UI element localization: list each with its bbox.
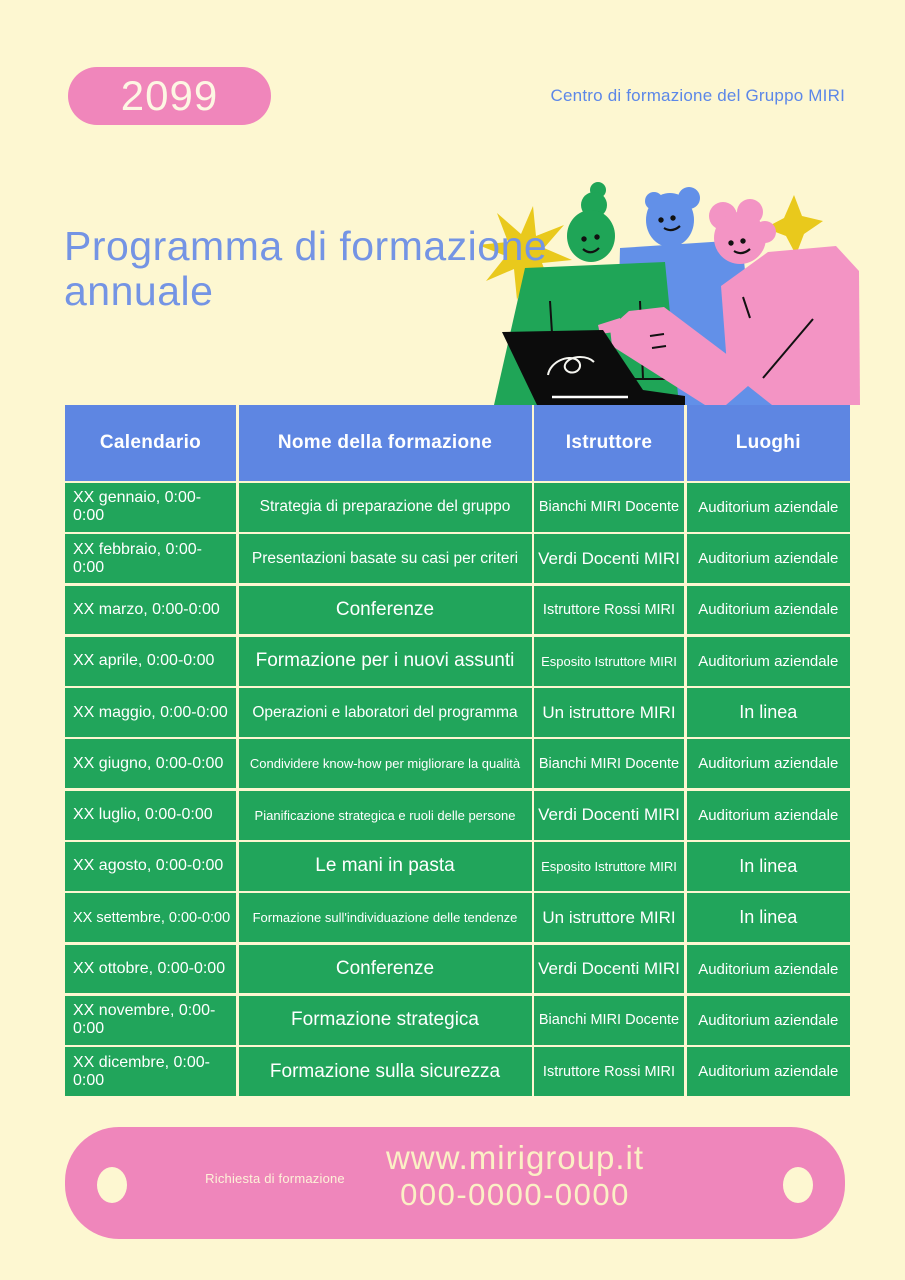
cell-instructor: Bianchi MIRI Docente: [534, 739, 684, 788]
cell-location: Auditorium aziendale: [687, 996, 851, 1045]
cell-training-name: Formazione per i nuovi assunti: [239, 637, 532, 686]
cell-calendar: XX ottobre, 0:00-0:00: [65, 945, 236, 994]
cell-training-name: Formazione sulla sicurezza: [239, 1047, 532, 1096]
ticket-hole-left: [97, 1167, 127, 1203]
cell-calendar: XX maggio, 0:00-0:00: [65, 688, 236, 737]
cell-instructor: Bianchi MIRI Docente: [534, 996, 684, 1045]
cell-location: Auditorium aziendale: [687, 483, 851, 532]
cell-location: In linea: [687, 688, 851, 737]
cell-calendar: XX luglio, 0:00-0:00: [65, 791, 236, 840]
footer-contact-block: [325, 1139, 705, 1213]
organization-label: Centro di formazione del Gruppo MIRI: [550, 86, 845, 105]
cell-location: Auditorium aziendale: [687, 534, 851, 583]
cell-calendar: XX marzo, 0:00-0:00: [65, 586, 236, 635]
cell-instructor: Verdi Docenti MIRI: [534, 534, 684, 583]
cell-training-name: Pianificazione strategica e ruoli delle persone: [239, 791, 532, 840]
cell-location: Auditorium aziendale: [687, 637, 851, 686]
cell-location: Auditorium aziendale: [687, 945, 851, 994]
year-badge: [68, 67, 271, 125]
cell-instructor: Verdi Docenti MIRI: [534, 945, 684, 994]
cell-location: Auditorium aziendale: [687, 586, 851, 635]
cell-calendar: XX dicembre, 0:00-0:00: [65, 1047, 236, 1096]
cell-calendar: XX febbraio, 0:00-0:00: [65, 534, 236, 583]
year-text: 2099: [120, 72, 219, 119]
footer-request-label: Richiesta di formazione: [205, 1171, 345, 1186]
cell-training-name: Formazione strategica: [239, 996, 532, 1045]
cell-location: In linea: [687, 893, 851, 942]
cell-calendar: XX gennaio, 0:00-0:00: [65, 483, 236, 532]
column-header-training-name: Nome della formazione: [239, 405, 532, 481]
cell-instructor: Esposito Istruttore MIRI: [534, 842, 684, 891]
cell-training-name: Conferenze: [239, 945, 532, 994]
cell-location: Auditorium aziendale: [687, 1047, 851, 1096]
column-header-calendar: Calendario: [65, 405, 236, 481]
cell-calendar: XX aprile, 0:00-0:00: [65, 637, 236, 686]
cell-instructor: Esposito Istruttore MIRI: [534, 637, 684, 686]
sparkle-star-icon: [765, 195, 823, 255]
cell-location: Auditorium aziendale: [687, 739, 851, 788]
schedule-table: [65, 405, 850, 1096]
cell-training-name: Operazioni e laboratori del programma: [239, 688, 532, 737]
page-title: Programma di formazione annuale: [64, 223, 548, 315]
column-header-instructor: Istruttore: [534, 405, 684, 481]
ticket-hole-right: [783, 1167, 813, 1203]
cell-training-name: Condividere know-how per migliorare la qualità: [239, 739, 532, 788]
cell-training-name: Formazione sull'individuazione delle tendenze: [239, 893, 532, 942]
footer-banner: [65, 1127, 845, 1239]
cell-calendar: XX novembre, 0:00-0:00: [65, 996, 236, 1045]
cell-instructor: Istruttore Rossi MIRI: [534, 1047, 684, 1096]
cell-training-name: Le mani in pasta: [239, 842, 532, 891]
cell-instructor: Bianchi MIRI Docente: [534, 483, 684, 532]
cell-calendar: XX settembre, 0:00-0:00: [65, 893, 236, 942]
cell-instructor: Un istruttore MIRI: [534, 893, 684, 942]
footer-website: www.mirigroup.it: [385, 1139, 645, 1176]
cell-location: In linea: [687, 842, 851, 891]
cell-training-name: Strategia di preparazione del gruppo: [239, 483, 532, 532]
cell-location: Auditorium aziendale: [687, 791, 851, 840]
cell-calendar: XX agosto, 0:00-0:00: [65, 842, 236, 891]
cell-instructor: Un istruttore MIRI: [534, 688, 684, 737]
cell-training-name: Conferenze: [239, 586, 532, 635]
cell-calendar: XX giugno, 0:00-0:00: [65, 739, 236, 788]
column-header-locations: Luoghi: [687, 405, 851, 481]
cell-training-name: Presentazioni basate su casi per criteri: [239, 534, 532, 583]
character-blue-head: [645, 187, 700, 247]
cell-instructor: Istruttore Rossi MIRI: [534, 586, 684, 635]
cell-instructor: Verdi Docenti MIRI: [534, 791, 684, 840]
footer-phone: 000-0000-0000: [400, 1176, 630, 1212]
